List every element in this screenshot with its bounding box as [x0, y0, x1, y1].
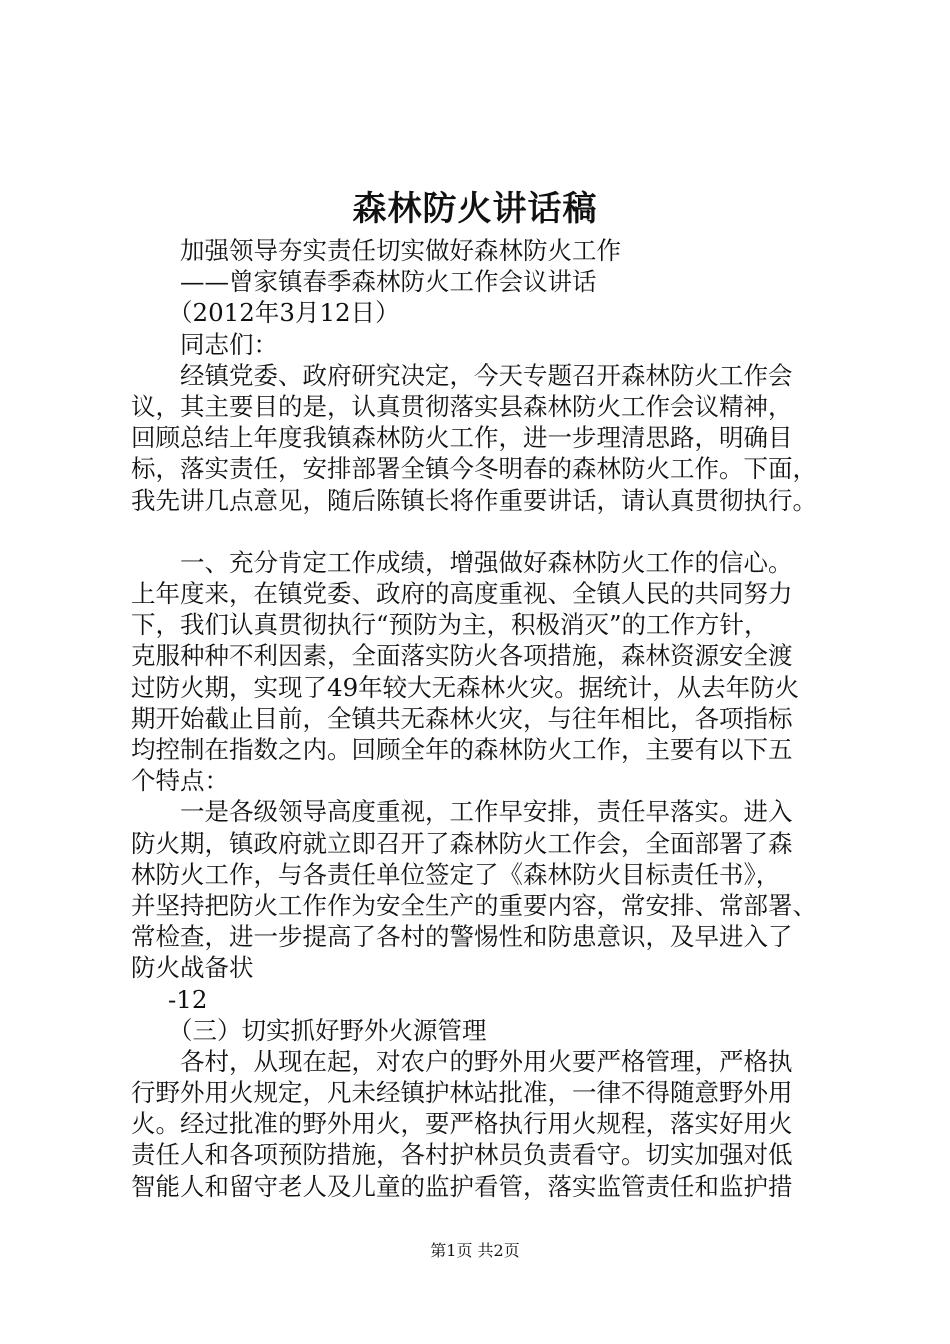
- paragraph-line: 下，我们认真贯彻执行“预防为主，积极消灭”的工作方针，: [131, 610, 769, 640]
- paragraph-line: 一是各级领导高度重视，工作早安排，责任早落实。进入: [180, 797, 793, 827]
- paragraph-line: 责任人和各项预防措施，各村护林员负责看守。切实加强对低: [131, 1140, 793, 1170]
- subtitle-line: ——曾家镇春季森林防火工作会议讲话: [180, 267, 597, 297]
- paragraph-line: 过防火期，实现了49年较大无森林火灾。据统计，从去年防火: [131, 672, 800, 702]
- paragraph-line: 防火战备状: [131, 953, 254, 983]
- date-line: （2012年3月12日）: [168, 298, 400, 328]
- paragraph-line: 均控制在指数之内。回顾全年的森林防火工作，主要有以下五: [131, 735, 793, 764]
- section-heading-line: （三）切实抓好野外火源管理: [168, 1015, 487, 1045]
- paragraph-line: 期开始截止目前，全镇共无森林火灾，与往年相比，各项指标: [131, 703, 793, 733]
- section-heading-line: 一、充分肯定工作成绩，增强做好森林防火工作的信心。: [180, 547, 793, 577]
- paragraph-line: 并坚持把防火工作作为安全生产的重要内容，常安排、常部署、: [131, 890, 817, 920]
- paragraph-line: 行野外用火规定，凡未经镇护林站批准，一律不得随意野外用: [131, 1078, 793, 1108]
- salutation-line: 同志们：: [180, 329, 278, 359]
- paragraph-gap: [131, 516, 846, 547]
- paragraph-line: 常检查，进一步提高了各村的警惕性和防患意识，及早进入了: [131, 922, 793, 952]
- paragraph-line: 标，落实责任，安排部署全镇今冬明春的森林防火工作。下面，: [131, 454, 817, 484]
- document-title: 森林防火讲话稿: [352, 189, 598, 229]
- page-footer: 第1页 共2页: [430, 1241, 520, 1260]
- paragraph-line: 火。经过批准的野外用火，要严格执行用火规程，落实好用火: [131, 1109, 793, 1139]
- subtitle-line: 加强领导夯实责任切实做好森林防火工作: [180, 236, 621, 265]
- paragraph-line: 林防火工作，与各责任单位签定了《森林防火目标责任书》，: [131, 859, 781, 889]
- paragraph-line: 个特点：: [131, 766, 229, 796]
- paragraph-line: 智能人和留守老人及儿童的监护看管，落实监管责任和监护措: [131, 1171, 793, 1201]
- paragraph-line: 议，其主要目的是，认真贯彻落实县森林防火工作会议精神，: [131, 391, 793, 421]
- paragraph-line: 克服种种不利因素，全面落实防火各项措施，森林资源安全渡: [131, 641, 793, 671]
- paragraph-line: 回顾总结上年度我镇森林防火工作，进一步理清思路，明确目: [131, 423, 793, 453]
- page-marker-line: -12: [168, 984, 208, 1014]
- paragraph-line: 经镇党委、政府研究决定，今天专题召开森林防火工作会: [180, 360, 793, 390]
- paragraph-line: 防火期，镇政府就立即召开了森林防火工作会，全面部署了森: [131, 828, 793, 858]
- paragraph-line: 各村，从现在起，对农户的野外用火要严格管理，严格执: [180, 1046, 793, 1076]
- paragraph-line: 上年度来，在镇党委、政府的高度重视、全镇人民的共同努力: [131, 579, 793, 609]
- document-body: [131, 235, 846, 1202]
- paragraph-line: 我先讲几点意见，随后陈镇长将作重要讲话，请认真贯彻执行。: [131, 485, 817, 515]
